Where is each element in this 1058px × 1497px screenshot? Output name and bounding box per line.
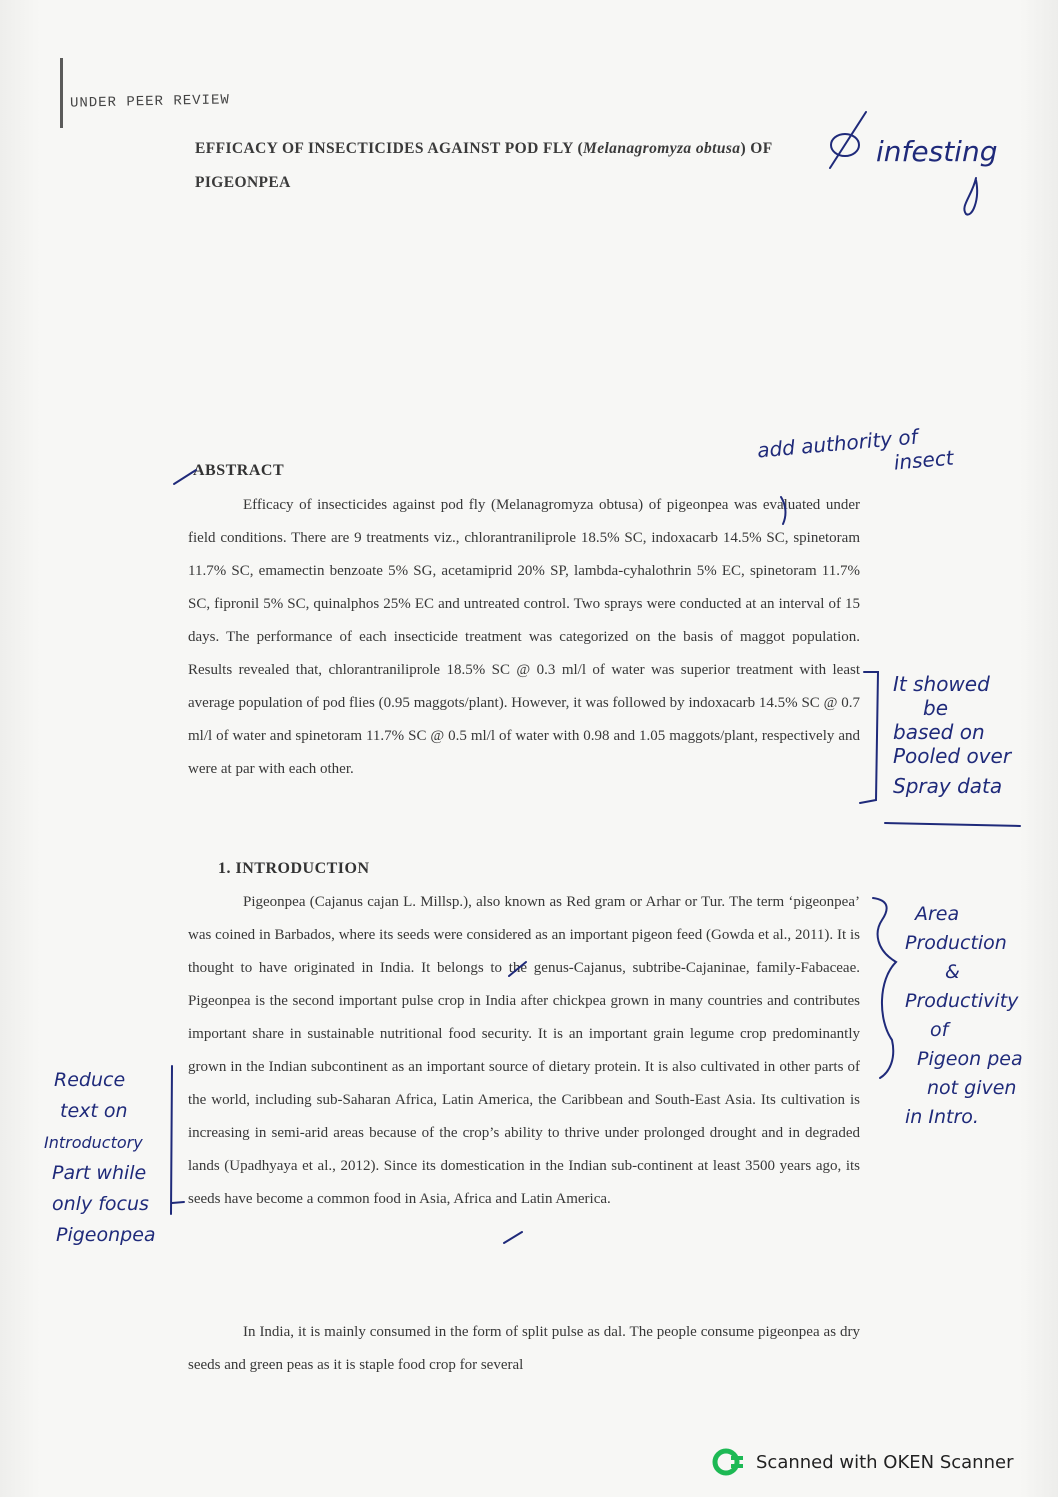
strike-mark <box>830 112 866 168</box>
ink-tick <box>174 470 196 484</box>
annotation-pooled-line: based on <box>893 720 985 744</box>
annotation-area-line: of <box>930 1019 949 1041</box>
annotation-infesting: infesting <box>876 135 998 168</box>
ink-underline <box>885 823 1020 826</box>
ink-bar-tick <box>172 1202 184 1203</box>
annotation-reduce-line: Introductory <box>44 1133 143 1152</box>
annotation-area-line: Area <box>915 903 960 925</box>
annotation-authority-line1: add authority of <box>756 424 919 463</box>
title-line2: PIGEONPEA <box>195 174 291 191</box>
intro-para1-body: Pigeonpea (Cajanus cajan L. Millsp.), also known as Red gram or Arhar or Tur. The term ‘pigeonpea’ was coined in Barbados, where its seeds were considered as an important pigeon feed (Gowda et al., 2011). It is thought to have originated in India. It belongs to the genus-Cajanus, subtribe-Cajaninae, family-Fabaceae. Pigeonpea is the second important pulse crop in India after chickpea grown in many countries and contributes important share in sustainable nutritional food security. It is an important grain legume crop predominantly grown in the Indian subcontinent as an important source of dietary protein. It is also cultivated in other parts of the world, including sub-Saharan Africa, Latin America, the Caribbean and South-East Asia. Its cultivation is increasing in semi-arid areas because of the crop’s ability to thrive under prolonged drought and in degraded lands (Upadhyaya et al., 2012). Since its domestication in the Indian sub-continent at least 3500 years ago, its seeds have become a common food in Asia, Africa and Latin America. <box>188 894 860 1207</box>
annotation-area-line: & <box>945 961 960 983</box>
annotation-area-line: not given <box>927 1077 1017 1099</box>
annotation-reduce-line: text on <box>60 1100 128 1122</box>
annotation-pooled-line: It showed <box>893 672 990 696</box>
annotation-pooled-line: Pooled over <box>893 744 1012 768</box>
annotation-pooled-line: be <box>923 696 948 720</box>
annotation-area-line: Pigeon pea <box>917 1048 1023 1070</box>
introduction-heading: 1. INTRODUCTION <box>218 860 370 877</box>
title-species: Melanagromyza obtusa <box>583 140 741 157</box>
abstract-body: Efficacy of insecticides against pod fly (Melanagromyza obtusa) of pigeonpea was evaluated under field conditions. There are 9 treatments viz., chlorantraniliprole 18.5% SC, indoxacarb 14.5% SC, spinetoram 11.7% SC, emamectin benzoate 5% SG, acetamiprid 20% SP, lambda-cyhalothrin 5% EC, spinetoram 11.7% SC, fipronil 5% SC, quinalphos 25% EC and untreated control. Two sprays were conducted at an interval of 15 days. The performance of each insecticide treatment was categorized on the basis of maggot population. Results revealed that, chlorantraniliprole 18.5% SC @ 0.3 ml/l of water was superior treatment with least average population of pod flies (0.95 maggots/plant). However, it was followed by indoxacarb 14.5% SC @ 0.7 ml/l of water and spinetoram 11.7% SC @ 0.5 ml/l of water with 0.98 and 1.05 maggots/plant, respectively and were at par with each other. <box>188 497 860 777</box>
review-tag: UNDER PEER REVIEW <box>69 92 230 112</box>
intro-para2-body: In India, it is mainly consumed in the form of split pulse as dal. The people consume pigeonpea as dry seeds and green peas as it is staple food crop for several <box>188 1324 860 1373</box>
annotation-reduce-line: Part while <box>52 1162 147 1184</box>
annotation-reduce-line: only focus <box>52 1193 149 1215</box>
oken-scanner-icon <box>712 1447 746 1477</box>
title-line1-pre: EFFICACY OF INSECTICIDES AGAINST POD FLY ( <box>195 140 584 157</box>
annotation-reduce-line: Pigeonpea <box>56 1224 156 1246</box>
ink-bar <box>171 1066 172 1214</box>
strike-mark <box>504 1232 522 1243</box>
strike-mark <box>509 962 526 976</box>
abstract-heading: ABSTRACT <box>193 462 285 479</box>
annotation-reduce-line: Reduce <box>54 1069 126 1091</box>
ink-bracket <box>860 672 878 803</box>
annotation-authority-line2: insect <box>892 445 955 475</box>
scanner-watermark <box>712 1447 1013 1477</box>
ink-flourish <box>964 178 977 215</box>
ink-brace <box>873 898 896 1078</box>
title-line1-post: ) OF <box>740 140 773 157</box>
annotation-area-line: Production <box>905 932 1007 954</box>
ink-bracket <box>781 497 785 524</box>
annotation-area-line: in Intro. <box>905 1106 979 1128</box>
annotation-pooled-line: Spray data <box>893 774 1003 798</box>
scanner-label: Scanned with OKEN Scanner <box>756 1451 1014 1473</box>
annotation-area-line: Productivity <box>905 990 1019 1012</box>
